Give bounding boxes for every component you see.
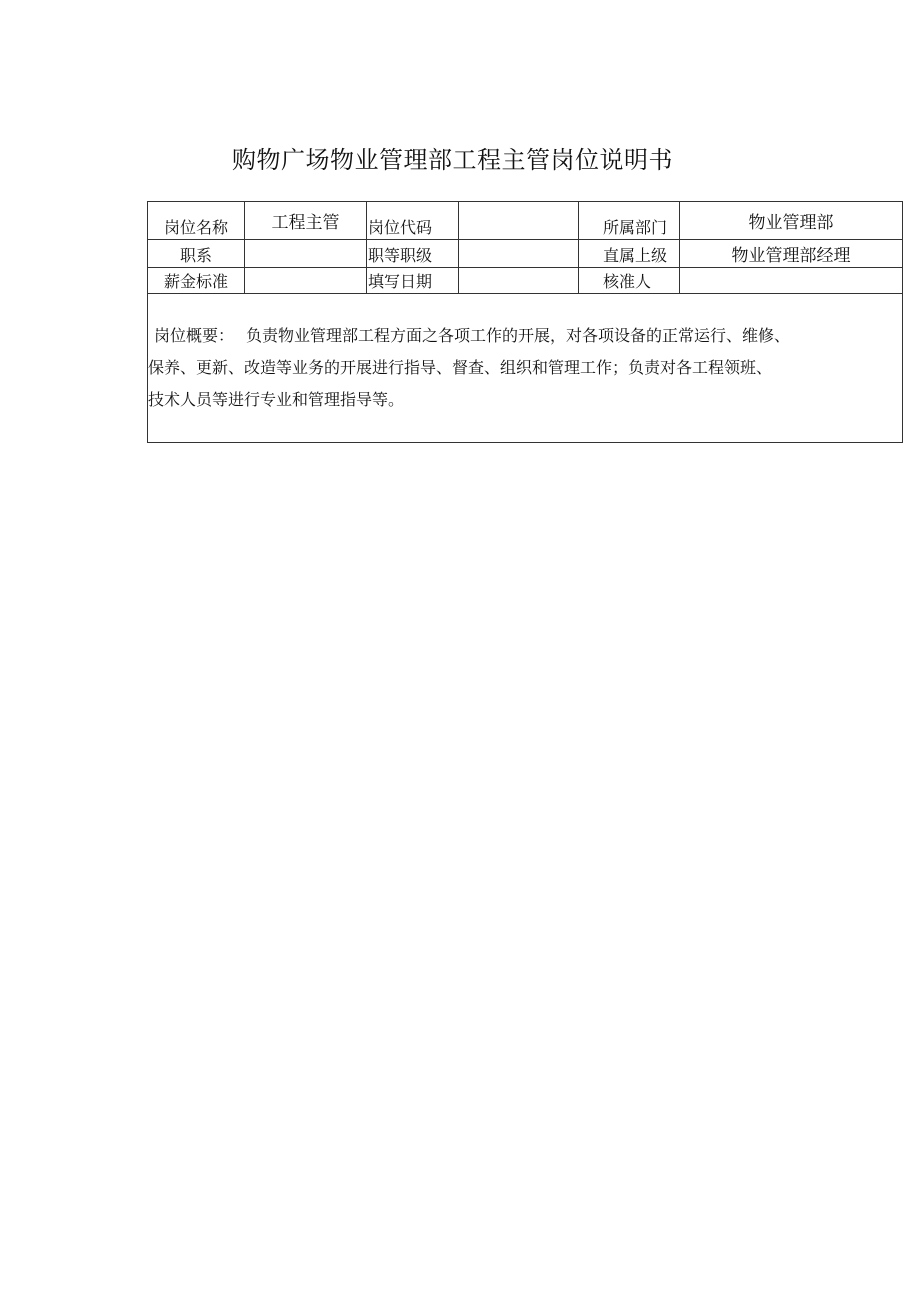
value-position-code — [459, 202, 579, 240]
value-salary-standard — [245, 268, 367, 294]
summary-line: 技术人员等进行专业和管理指导等。 — [148, 390, 405, 409]
label-salary-standard: 薪金标准 — [148, 268, 245, 294]
label-job-family: 职系 — [148, 240, 245, 268]
label-job-grade: 职等职级 — [367, 240, 459, 268]
summary-cell — [148, 294, 903, 443]
position-summary — [148, 294, 902, 416]
value-fill-date — [459, 268, 579, 294]
value-approver — [680, 268, 903, 294]
label-approver: 核准人 — [579, 268, 680, 294]
job-info-table — [147, 201, 903, 443]
summary-line: 保养、更新、改造等业务的开展进行指导、督查、组织和管理工作；负责对各工程领班、 — [148, 358, 773, 377]
label-position-name: 岗位名称 — [148, 202, 245, 240]
summary-text: 负责物业管理部工程方面之各项工作的开展，对各项设备的正常运行、维修、 — [246, 326, 791, 345]
table-row — [148, 268, 903, 294]
label-department: 所属部门 — [579, 202, 680, 240]
table-row — [148, 202, 903, 240]
table-row — [148, 294, 903, 443]
summary-label: 岗位概要： — [154, 326, 235, 345]
value-department: 物业管理部 — [680, 202, 903, 240]
summary-line — [148, 320, 902, 352]
table-row — [148, 240, 903, 268]
value-direct-supervisor: 物业管理部经理 — [680, 240, 903, 268]
value-job-family — [245, 240, 367, 268]
value-job-grade — [459, 240, 579, 268]
label-fill-date: 填写日期 — [367, 268, 459, 294]
label-position-code: 岗位代码 — [367, 202, 459, 240]
document-title: 购物广场物业管理部工程主管岗位说明书 — [232, 146, 673, 174]
value-position-name: 工程主管 — [245, 202, 367, 240]
label-direct-supervisor: 直属上级 — [579, 240, 680, 268]
